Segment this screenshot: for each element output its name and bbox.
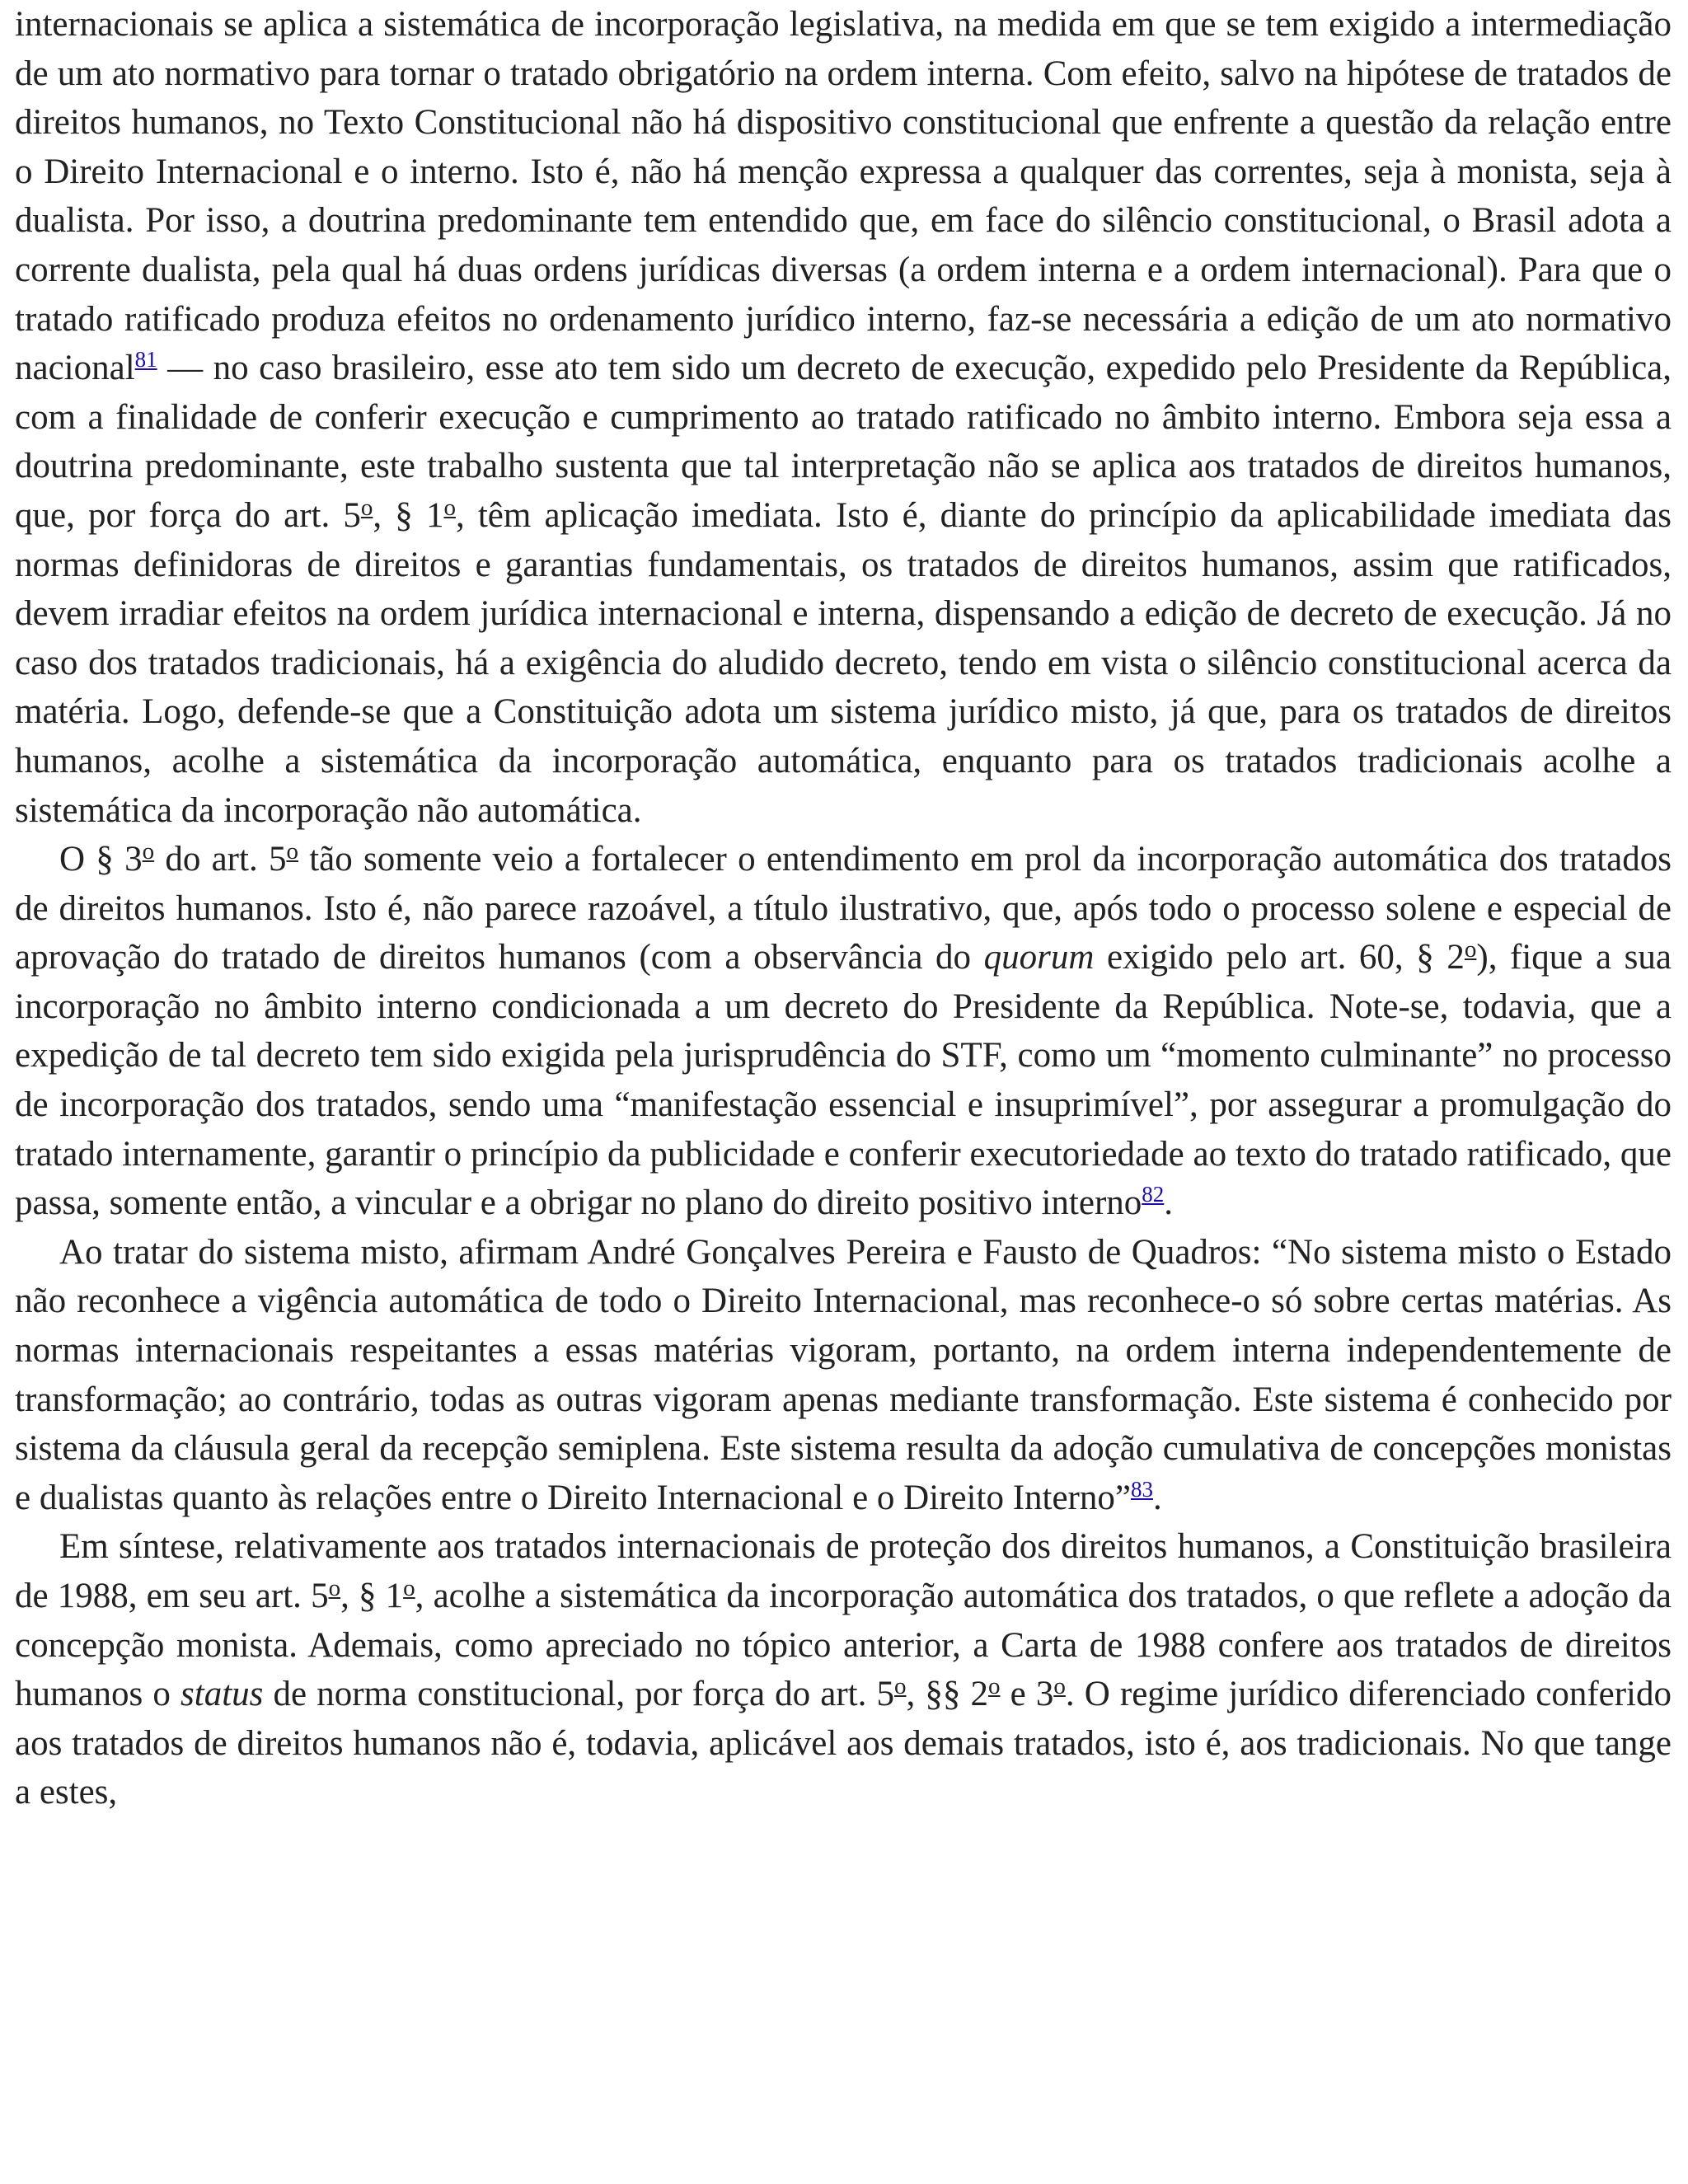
ordinal-indicator: o	[1053, 1673, 1066, 1700]
text-run: e 3	[1000, 1675, 1054, 1714]
footnote-link-82[interactable]: 82	[1142, 1182, 1165, 1207]
text-run: Em síntese, relativamente aos tratados internacionais de proteção dos direitos humanos, a Constituição brasileira de 1988, em seu art. 5	[15, 1527, 1672, 1615]
italic-term: quorum	[983, 938, 1095, 977]
paragraph-p1	[15, 0, 1672, 835]
paragraph-p4	[15, 1522, 1672, 1817]
document-page	[15, 0, 1672, 1817]
text-run: , têm aplicação imediata. Isto é, diante do princípio da aplicabilidade imediata das normas definidoras de direitos e garantias fundamentais, os tratados de direitos humanos, assim que ratificados, devem irradiar efeitos na ordem jurídica internacional e interna, dispensando a edição de decreto de execução. Já no caso dos tratados tradicionais, há a exigência do aludido decreto, tendo em vista o silêncio constitucional acerca da matéria. Logo, defende-se que a Constituição adota um sistema jurídico misto, já que, para os tratados de direitos humanos, acolhe a sistemática da incorporação automática, enquanto para os tratados tradicionais acolhe a sistemática da incorporação não automática.	[15, 495, 1672, 830]
text-run: O § 3	[59, 840, 143, 879]
footnote-link-83[interactable]: 83	[1130, 1476, 1153, 1502]
ordinal-indicator: o	[360, 494, 373, 521]
text-run: . O regime jurídico diferenciado conferido aos tratados de direitos humanos não é, todavia, aplicável aos demais tratados, isto é, aos tradicionais. No que tange a estes,	[15, 1675, 1672, 1812]
text-run: ), fique a sua incorporação no âmbito interno condicionada a um decreto do Presidente da República. Note-se, todavia, que a expedição de tal decreto tem sido exigida pela jurisprudência do STF, como um “momento culminante” no processo de incorporação dos tratados, sendo uma “manifestação essencial e insuprimível”, por assegurar a promulgação do tratado internamente, garantir o princípio da publicidade e conferir executoriedade ao texto do tratado ratificado, que passa, somente então, a vincular e a obrigar no plano do direito positivo interno	[15, 938, 1672, 1223]
ordinal-indicator: o	[1464, 936, 1477, 963]
text-run: , § 1	[373, 495, 444, 535]
ordinal-indicator: o	[328, 1575, 341, 1601]
text-run: internacionais se aplica a sistemática de incorporação legislativa, na medida em que se tem exigido a intermediação de um ato normativo para tornar o tratado obrigatório na ordem interna. Com efeito, salvo na hipótese de tratados de direitos humanos, no Texto Constitucional não há dispositivo constitucional que enfrente a questão da relação entre o Direito Internacional e o interno. Isto é, não há menção expressa a qualquer das correntes, seja à monista, seja à dualista. Por isso, a doutrina predominante tem entendido que, em face do silêncio constitucional, o Brasil adota a corrente dualista, pela qual há duas ordens jurídicas diversas (a ordem interna e a ordem internacional). Para que o tratado ratificado produza efeitos no ordenamento jurídico interno, faz-se necessária a edição de um ato normativo nacional	[15, 5, 1672, 388]
text-run: Ao tratar do sistema misto, afirmam André Gonçalves Pereira e Fausto de Quadros: “No sistema misto o Estado não reconhece a vigência automática de todo o Direito Internacional, mas reconhece-o só sobre certas matérias. As normas internacionais respeitantes a essas matérias vigoram, portanto, na ordem interna independentemente de transformação; ao contrário, todas as outras vigoram apenas mediante transformação. Este sistema é conhecido por sistema da cláusula geral da recepção semiplena. Este sistema resulta da adoção cumulativa de concepções monistas e dualistas quanto às relações entre o Direito Internacional e o Direito Interno”	[15, 1232, 1672, 1517]
text-run: .	[1164, 1183, 1174, 1223]
text-run: exigido pelo art. 60, § 2	[1094, 938, 1465, 977]
ordinal-indicator: o	[142, 838, 155, 865]
text-run: tão somente veio a fortalecer o entendimento em prol da incorporação automática dos tratados de direitos humanos. Isto é, não parece razoável, a título ilustrativo, que, após todo o processo solene e especial de aprovação do tratado de direitos humanos (com a observância do	[15, 840, 1672, 977]
paragraph-p3	[15, 1228, 1672, 1523]
ordinal-indicator: o	[988, 1673, 1001, 1700]
italic-term: status	[181, 1675, 264, 1714]
paragraph-p2	[15, 835, 1672, 1228]
text-run: do art. 5	[154, 840, 287, 879]
text-run: , § 1	[340, 1577, 404, 1615]
text-run: de norma constitucional, por força do art. 5	[263, 1675, 894, 1714]
footnote-link-81[interactable]: 81	[134, 347, 157, 373]
text-run: , acolhe a sistemática da incorporação automática dos tratados, o que reflete a adoção da concepção monista. Ademais, como apreciado no tópico anterior, a Carta de 1988 confere aos tratados de direitos humanos o	[15, 1577, 1672, 1714]
ordinal-indicator: o	[894, 1673, 907, 1700]
text-run: , §§ 2	[906, 1675, 988, 1714]
text-run: .	[1152, 1478, 1162, 1517]
text-run: — no caso brasileiro, esse ato tem sido um decreto de execução, expedido pelo Presidente da República, com a finalidade de conferir execução e cumprimento ao tratado ratificado no âmbito interno. Embora seja essa a doutrina predominante, este trabalho sustenta que tal interpretação não se aplica aos tratados de direitos humanos, que, por força do art. 5	[15, 349, 1672, 535]
ordinal-indicator: o	[286, 838, 298, 865]
ordinal-indicator: o	[443, 494, 456, 521]
ordinal-indicator: o	[403, 1575, 415, 1601]
